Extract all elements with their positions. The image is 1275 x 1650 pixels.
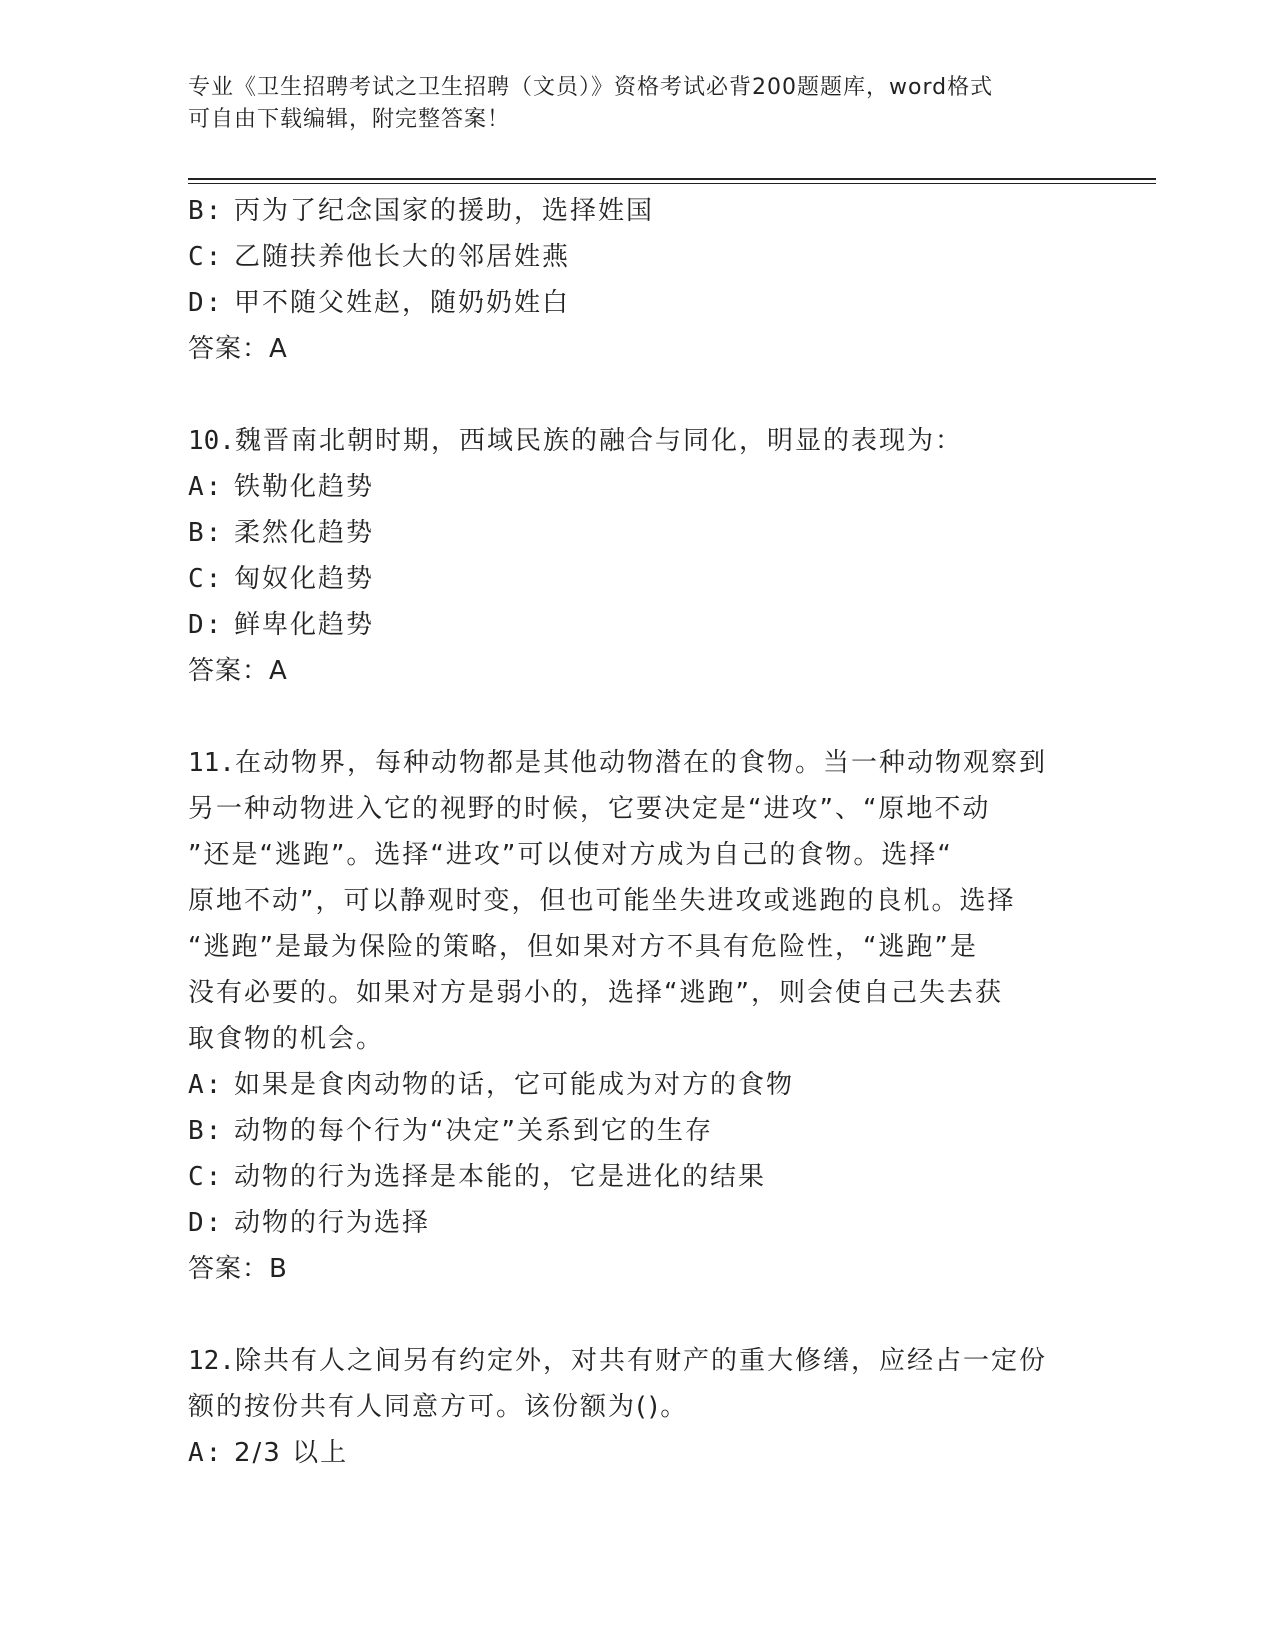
question-12 bbox=[188, 1338, 1088, 1476]
question-stem-line: 原地不动”，可以静观时变，但也可能坐失进攻或逃跑的良机。选择 bbox=[188, 886, 1016, 916]
option-text: 铁勒化趋势 bbox=[234, 472, 375, 502]
question-10 bbox=[188, 418, 1088, 694]
option-b bbox=[188, 188, 1088, 234]
question-9 bbox=[188, 188, 1088, 372]
option-text: 柔然化趋势 bbox=[234, 518, 375, 548]
question-stem-line: “逃跑”是最为保险的策略，但如果对方不具有危险性，“逃跑”是 bbox=[188, 932, 978, 962]
option-c bbox=[188, 234, 1088, 280]
option-key: A: bbox=[188, 1438, 224, 1468]
document-header bbox=[188, 72, 1068, 136]
question-stem-line: 没有必要的。如果对方是弱小的，选择“逃跑”，则会使自己失去获 bbox=[188, 978, 1003, 1008]
spacer bbox=[188, 372, 1088, 418]
question-stem-line bbox=[188, 1338, 1088, 1384]
option-d bbox=[188, 602, 1088, 648]
header-title-line-1: 专业《卫生招聘考试之卫生招聘（文员）》资格考试必背200题题库，word格式 bbox=[188, 75, 994, 100]
answer-line: 答案：A bbox=[188, 656, 288, 686]
option-d bbox=[188, 1200, 1088, 1246]
option-text: 匈奴化趋势 bbox=[234, 564, 375, 594]
question-11 bbox=[188, 740, 1088, 1292]
spacer bbox=[188, 1292, 1088, 1338]
option-key: C: bbox=[188, 564, 224, 594]
option-key: D: bbox=[188, 1208, 224, 1238]
question-stem-line: 另一种动物进入它的视野的时候，它要决定是“进攻”、“原地不动 bbox=[188, 794, 991, 824]
question-stem bbox=[188, 418, 1088, 464]
option-text: 乙随扶养他长大的邻居姓燕 bbox=[234, 242, 571, 272]
question-stem-line bbox=[188, 740, 1088, 786]
option-a bbox=[188, 464, 1088, 510]
answer-line: 答案：A bbox=[188, 334, 288, 364]
option-d bbox=[188, 280, 1088, 326]
question-text: 除共有人之间另有约定外，对共有财产的重大修缮，应经占一定份 bbox=[234, 1346, 1047, 1376]
option-key: B: bbox=[188, 1116, 224, 1146]
option-text: 如果是食肉动物的话，它可能成为对方的食物 bbox=[234, 1070, 795, 1100]
question-stem-line: 取食物的机会。 bbox=[188, 1024, 385, 1054]
question-stem-line: 额的按份共有人同意方可。该份额为()。 bbox=[188, 1392, 689, 1422]
question-list bbox=[188, 188, 1088, 1476]
question-number: 11. bbox=[188, 748, 235, 778]
option-b bbox=[188, 1108, 1088, 1154]
option-c bbox=[188, 556, 1088, 602]
option-key: C: bbox=[188, 1162, 224, 1192]
header-title-line-2: 可自由下载编辑，附完整答案！ bbox=[188, 107, 511, 132]
question-text: 在动物界，每种动物都是其他动物潜在的食物。当一种动物观察到 bbox=[234, 748, 1047, 778]
option-text: 甲不随父姓赵，随奶奶姓白 bbox=[234, 288, 571, 318]
header-divider-thin bbox=[188, 183, 1156, 184]
option-key: D: bbox=[188, 288, 224, 318]
option-text: 动物的行为选择 bbox=[234, 1208, 431, 1238]
option-key: B: bbox=[188, 196, 224, 226]
question-number: 10. bbox=[188, 426, 235, 456]
option-key: C: bbox=[188, 242, 224, 272]
spacer bbox=[188, 694, 1088, 740]
option-key: A: bbox=[188, 1070, 224, 1100]
question-number: 12. bbox=[188, 1346, 235, 1376]
option-a bbox=[188, 1430, 1088, 1476]
answer-line: 答案：B bbox=[188, 1254, 288, 1284]
header-divider-thick bbox=[188, 178, 1156, 180]
option-b bbox=[188, 510, 1088, 556]
option-text: 鲜卑化趋势 bbox=[234, 610, 375, 640]
option-text: 2/3 以上 bbox=[234, 1438, 349, 1468]
option-text: 动物的行为选择是本能的，它是进化的结果 bbox=[234, 1162, 767, 1192]
option-key: D: bbox=[188, 610, 224, 640]
option-a bbox=[188, 1062, 1088, 1108]
option-text: 丙为了纪念国家的援助，选择姓国 bbox=[234, 196, 655, 226]
option-key: A: bbox=[188, 472, 224, 502]
option-c bbox=[188, 1154, 1088, 1200]
question-stem-line: ”还是“逃跑”。选择“进攻”可以使对方成为自己的食物。选择“ bbox=[188, 840, 953, 870]
question-text: 魏晋南北朝时期，西域民族的融合与同化，明显的表现为： bbox=[234, 426, 963, 456]
option-key: B: bbox=[188, 518, 224, 548]
option-text: 动物的每个行为“决定”关系到它的生存 bbox=[234, 1116, 713, 1146]
